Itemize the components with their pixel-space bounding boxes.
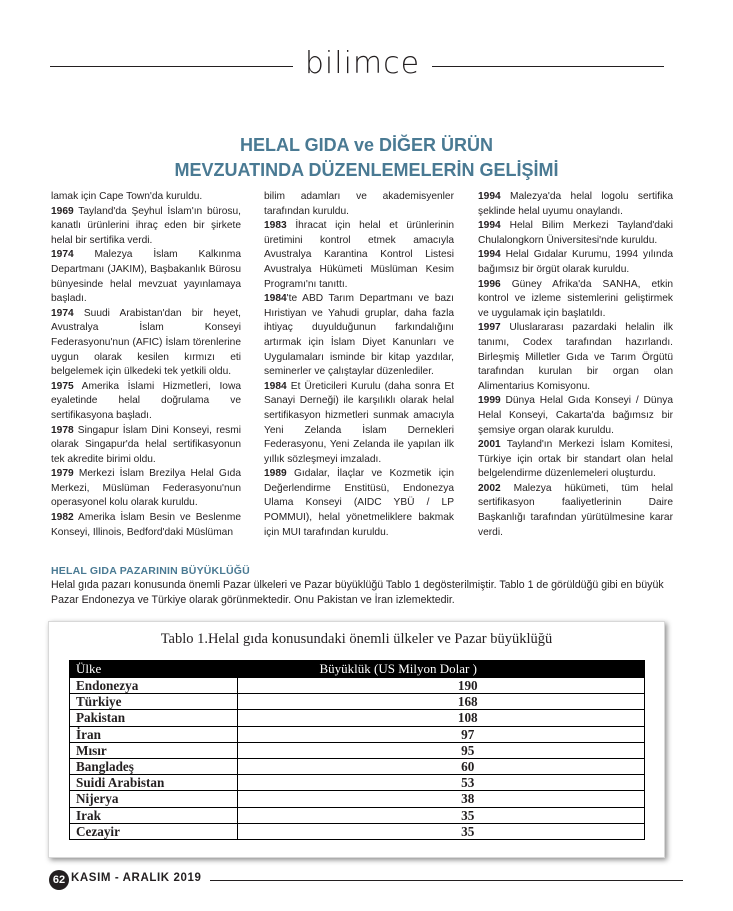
country-cell: Nijerya <box>70 791 238 807</box>
paragraph <box>51 248 241 306</box>
article-headline <box>40 133 693 183</box>
table-header-row <box>70 661 645 678</box>
paragraph <box>51 190 241 205</box>
column-header-country: Ülke <box>70 661 238 678</box>
article-body-columns <box>51 190 683 540</box>
paragraph-year: 1974 <box>51 307 74 319</box>
table-figure <box>48 621 665 858</box>
paragraph <box>264 380 454 468</box>
paragraph-text: Helal Bilim Merkezi Tayland'daki Chulalongkorn Üniversitesi'nde kuruldu. <box>478 220 673 246</box>
size-cell: 35 <box>237 823 644 839</box>
paragraph <box>264 190 454 219</box>
page-number: 62 <box>49 870 69 890</box>
paragraph-text: Amerika İslami Hizmetleri, Iowa eyaletinde helal doğrulama ve sertifikasyona başladı. <box>51 380 241 421</box>
text-column-3 <box>478 190 673 540</box>
paragraph-text: Singapur İslam Dini Konseyi, resmi olarak Singapur'da helal sertifikasyonun tek akredite birimi oldu. <box>51 424 241 465</box>
masthead-rule-left <box>50 66 293 67</box>
paragraph-year: 1982 <box>51 512 74 524</box>
paragraph-text: Malezya İslam Kalkınma Departmanı (JAKIM), Başbakanlık Bürosu bünyesinde helal mevzuat yayınlamaya başladı. <box>51 249 241 305</box>
paragraph <box>478 321 673 394</box>
paragraph-year: 1997 <box>478 322 501 334</box>
country-cell: Irak <box>70 807 238 823</box>
paragraph-year: 1975 <box>51 380 74 392</box>
paragraph <box>264 292 454 380</box>
size-cell: 60 <box>237 758 644 774</box>
size-cell: 108 <box>237 710 644 726</box>
paragraph-text: Malezya'da helal logolu sertifika şeklinde helal uyumu onaylandı. <box>478 191 673 217</box>
paragraph <box>51 511 241 540</box>
paragraph-year: 1974 <box>51 249 74 261</box>
market-size-table <box>69 660 645 840</box>
paragraph <box>264 467 454 540</box>
table-caption: Tablo 1.Helal gıda konusundaki önemli ülkeler ve Pazar büyüklüğü <box>160 631 553 647</box>
paragraph-year: 1989 <box>264 468 287 480</box>
size-cell: 190 <box>237 678 644 694</box>
size-cell: 168 <box>237 694 644 710</box>
paragraph <box>478 482 673 540</box>
paragraph-text: Suudi Arabistan'dan bir heyet, Avustralya İslam Konseyi Federasyonu'nun (AFIC) İslam törenlerine uygun olarak kesilen kırmızı eti belgelemek için ülkedeki tek yetkili oldu. <box>51 307 241 378</box>
paragraph <box>478 219 673 248</box>
paragraph-text: lamak için Cape Town'da kuruldu. <box>51 191 203 202</box>
paragraph <box>51 205 241 249</box>
magazine-logo: bilimce <box>304 46 421 81</box>
paragraph-text: Merkezi İslam Brezilya Helal Gıda Merkezi, Müslüman Federasyonu'nun operasyonel kolu olarak kuruldu. <box>51 468 241 509</box>
paragraph-text: Uluslararası pazardaki helalin ilk tanımı, Codex tarafından hazırlandı. Birleşmiş Milletler Gıda ve Tarım Örgütü tarafından kurulan bir organ olan Alimentarius Komisyonu. <box>478 322 673 392</box>
section-paragraph: Helal gıda pazarı konusunda önemli Pazar ülkeleri ve Pazar büyüklüğü Tablo 1 degösterilmiştir. Tablo 1 de görüldüğü gibi en büyük Pazar Endonezya ve Türkiye olarak görünmektedir. Onu Pakistan ve İran izlemektedir. <box>51 579 664 606</box>
paragraph <box>478 278 673 322</box>
page-footer <box>0 868 733 892</box>
table-row <box>70 775 645 791</box>
paragraph <box>264 219 454 292</box>
paragraph-year: 1978 <box>51 424 74 436</box>
table-row <box>70 791 645 807</box>
paragraph-text: Güney Afrika'da SANHA, etkin kontrol ve izleme sistemlerini geliştirmek ve uygulamak için başlatıldı. <box>478 278 673 319</box>
masthead <box>0 46 733 86</box>
country-cell: Mısır <box>70 742 238 758</box>
paragraph-text: Tayland'da Şeyhul İslam'ın bürosu, kanatlı ürünlerini ihraç eden bir şirkete helal bir sertifika verdi. <box>51 205 241 246</box>
headline-line-2: MEVZUATINDA DÜZENLEMELERİN GELİŞİMİ <box>174 160 559 180</box>
country-cell: Pakistan <box>70 710 238 726</box>
paragraph-year: 1979 <box>51 468 74 480</box>
masthead-rule-right <box>432 66 664 67</box>
headline-line-1: HELAL GIDA ve DİĞER ÜRÜN <box>239 135 494 155</box>
table-row <box>70 807 645 823</box>
section-heading: HELAL GIDA PAZARININ BÜYÜKLÜĞÜ <box>51 565 250 577</box>
country-cell: Suidi Arabistan <box>70 775 238 791</box>
paragraph <box>478 394 673 438</box>
size-cell: 53 <box>237 775 644 791</box>
column-header-size: Büyüklük (US Milyon Dolar ) <box>237 661 644 678</box>
table-row <box>70 726 645 742</box>
table-row <box>70 742 645 758</box>
table-row <box>70 710 645 726</box>
paragraph <box>51 307 241 380</box>
paragraph <box>51 380 241 424</box>
paragraph-year: 1984 <box>264 380 287 392</box>
footer-rule <box>210 880 683 881</box>
paragraph-text: Amerika İslam Besin ve Beslenme Konseyi, Illinois, Bedford'daki Müslüman <box>51 512 241 538</box>
paragraph <box>478 190 673 219</box>
paragraph-year: 2002 <box>478 482 501 494</box>
paragraph-text: Gıdalar, İlaçlar ve Kozmetik için Değerlendirme Enstitüsü, Endonezya Ulama Konseyi (AIDC YBÜ / LP POMMUI), helal yönetmeliklere bakmak için MUI tarafından kuruldu. <box>264 468 454 538</box>
table-row <box>70 823 645 839</box>
country-cell: İran <box>70 726 238 742</box>
country-cell: Cezayir <box>70 823 238 839</box>
table-row <box>70 678 645 694</box>
paragraph-text: Et Üreticileri Kurulu (daha sonra Et Sanayi Derneği) ile karşılıklı olarak helal sertifikasyon hizmetleri sunmak amacıyla Yeni Zelanda İslam Dernekleri Federasyonu, Yeni Zelanda ile yapılan ilk yıllık sözleşmeyi imzaladı. <box>264 380 454 465</box>
table-row <box>70 758 645 774</box>
paragraph-year: 2001 <box>478 439 501 451</box>
paragraph <box>478 438 673 482</box>
size-cell: 38 <box>237 791 644 807</box>
paragraph <box>51 467 241 511</box>
size-cell: 35 <box>237 807 644 823</box>
paragraph-text: İhracat için helal et ürünlerinin üretimini kontrol etmek amacıyla Avustralya Karantina Kontrol Listesi Avustralya Hükümeti Müslüman Kesim Programı'nı tanıttı. <box>264 220 454 290</box>
paragraph-year: 1969 <box>51 205 74 217</box>
paragraph-year: 1983 <box>264 220 287 232</box>
text-column-1 <box>51 190 241 540</box>
paragraph-text: Helal Gıdalar Kurumu, 1994 yılında bağımsız bir örgüt olarak kuruldu. <box>478 249 673 275</box>
paragraph-text: Malezya hükümeti, tüm helal sertifikasyon faaliyetlerinin Daire Başkanlığı tarafından yürütülmesine karar verdi. <box>478 482 673 538</box>
paragraph-text: Dünya Helal Gıda Konseyi / Dünya Helal Konseyi, Cakarta'da bağımsız bir şemsiye organ olarak kuruldu. <box>478 395 673 436</box>
size-cell: 95 <box>237 742 644 758</box>
size-cell: 97 <box>237 726 644 742</box>
paragraph-year: 1999 <box>478 395 501 407</box>
country-cell: Endonezya <box>70 678 238 694</box>
paragraph-year: 1994 <box>478 249 501 261</box>
text-column-2 <box>264 190 454 540</box>
paragraph-year: 1994 <box>478 191 501 202</box>
paragraph-text: Tayland'ın Merkezi İslam Komitesi, Türkiye için ortak bir standart olan helal belgelendirme düzenlemeleri oluşturdu. <box>478 439 673 480</box>
issue-label: KASIM - ARALIK 2019 <box>71 872 202 884</box>
table-row <box>70 694 645 710</box>
paragraph-year: 1996 <box>478 278 501 290</box>
paragraph-year: 1994 <box>478 220 501 232</box>
paragraph-text: bilim adamları ve akademisyenler tarafından kuruldu. <box>264 191 454 217</box>
country-cell: Bangladeş <box>70 758 238 774</box>
country-cell: Türkiye <box>70 694 238 710</box>
paragraph-year: 1984 <box>264 293 287 305</box>
paragraph-text: 'te ABD Tarım Departmanı ve bazı Hıristiyan ve Yahudi gruplar, daha fazla ihtiyaç duyulduğunun farkındalığını artırmak için İslam Diyet Kanunları ve Uygulamaları isminde bir kitap yazdılar, seminerler ve çalıştaylar düzenlediler. <box>264 293 454 378</box>
paragraph <box>51 424 241 468</box>
paragraph <box>478 248 673 277</box>
